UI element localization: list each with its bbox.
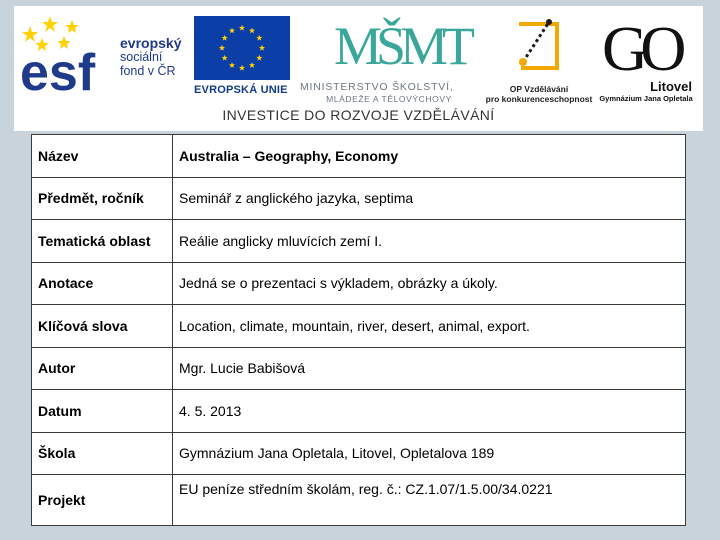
row-label: Datum [32,390,173,433]
msmt-line1: MINISTERSTVO ŠKOLSTVÍ, [300,81,454,93]
table-row [32,347,686,390]
eu-star-icon [256,35,262,41]
table-row [32,432,686,475]
eu-star-icon [229,27,235,33]
row-value: Gymnázium Jana Opletala, Litovel, Opletalova 189 [173,432,686,475]
metadata-table [31,134,686,526]
row-value: Jedná se o prezentaci s výkladem, obrázky a úkoly. [173,262,686,305]
eu-star-icon [229,62,235,68]
row-value: EU peníze středním školám, reg. č.: CZ.1.07/1.5.00/34.0221 [173,475,686,526]
row-value: Location, climate, mountain, river, desert, animal, export. [173,305,686,348]
go-logo [594,14,698,103]
row-value: Mgr. Lucie Babišová [173,347,686,390]
op-line2: pro konkurenceschopnost [485,94,593,104]
row-label: Škola [32,432,173,475]
esf-logo [20,14,188,102]
table-row [32,390,686,433]
row-value: 4. 5. 2013 [173,390,686,433]
eu-flag-icon [194,16,290,80]
eu-caption: EVROPSKÁ UNIE [194,84,288,96]
go-litovel: Litovel [650,79,692,94]
eu-star-icon [219,45,225,51]
eu-star-icon [239,65,245,71]
row-label: Projekt [32,475,173,526]
row-label: Klíčová slova [32,305,173,348]
eu-star-icon [259,45,265,51]
go-mark-icon [596,13,696,84]
eu-star-icon [256,55,262,61]
row-value: Australia – Geography, Economy [173,135,686,178]
table-row [32,305,686,348]
row-label: Předmět, ročník [32,177,173,220]
table-row [32,220,686,263]
msmt-line2: MLÁDEŽE A TĚLOVÝCHOVY [326,94,452,104]
svg-text:GO: GO [602,13,679,84]
eu-star-icon [249,62,255,68]
table-row [32,475,686,526]
esf-mark-icon [20,14,116,102]
eu-logo [194,16,292,96]
eu-star-icon [222,35,228,41]
investice-caption: INVESTICE DO ROZVOJE VZDĚLÁVÁNÍ [222,107,495,123]
row-label: Autor [32,347,173,390]
eu-star-icon [222,55,228,61]
table-row [32,177,686,220]
row-label: Anotace [32,262,173,305]
table-row [32,262,686,305]
msmt-mark-icon [330,14,470,76]
op-line1: OP Vzdělávání [509,84,569,94]
esf-line1: evropský [120,35,182,51]
row-label: Název [32,135,173,178]
msmt-logo [300,14,478,104]
table-row [32,135,686,178]
svg-text:esf: esf [20,44,96,102]
row-label: Tematická oblast [32,220,173,263]
esf-line2: sociální [120,50,163,64]
logo-banner [14,6,703,131]
eu-star-icon [239,25,245,31]
esf-line3: fond v ČR [120,64,176,78]
row-value: Reálie anglicky mluvících zemí I. [173,220,686,263]
go-school: Gymnázium Jana Opletala [599,94,693,103]
row-value: Seminář z anglického jazyka, septima [173,177,686,220]
eu-star-icon [249,27,255,33]
svg-text:MŠMT: MŠMT [334,16,470,76]
op-mark-icon [509,14,569,76]
op-logo [484,14,594,104]
